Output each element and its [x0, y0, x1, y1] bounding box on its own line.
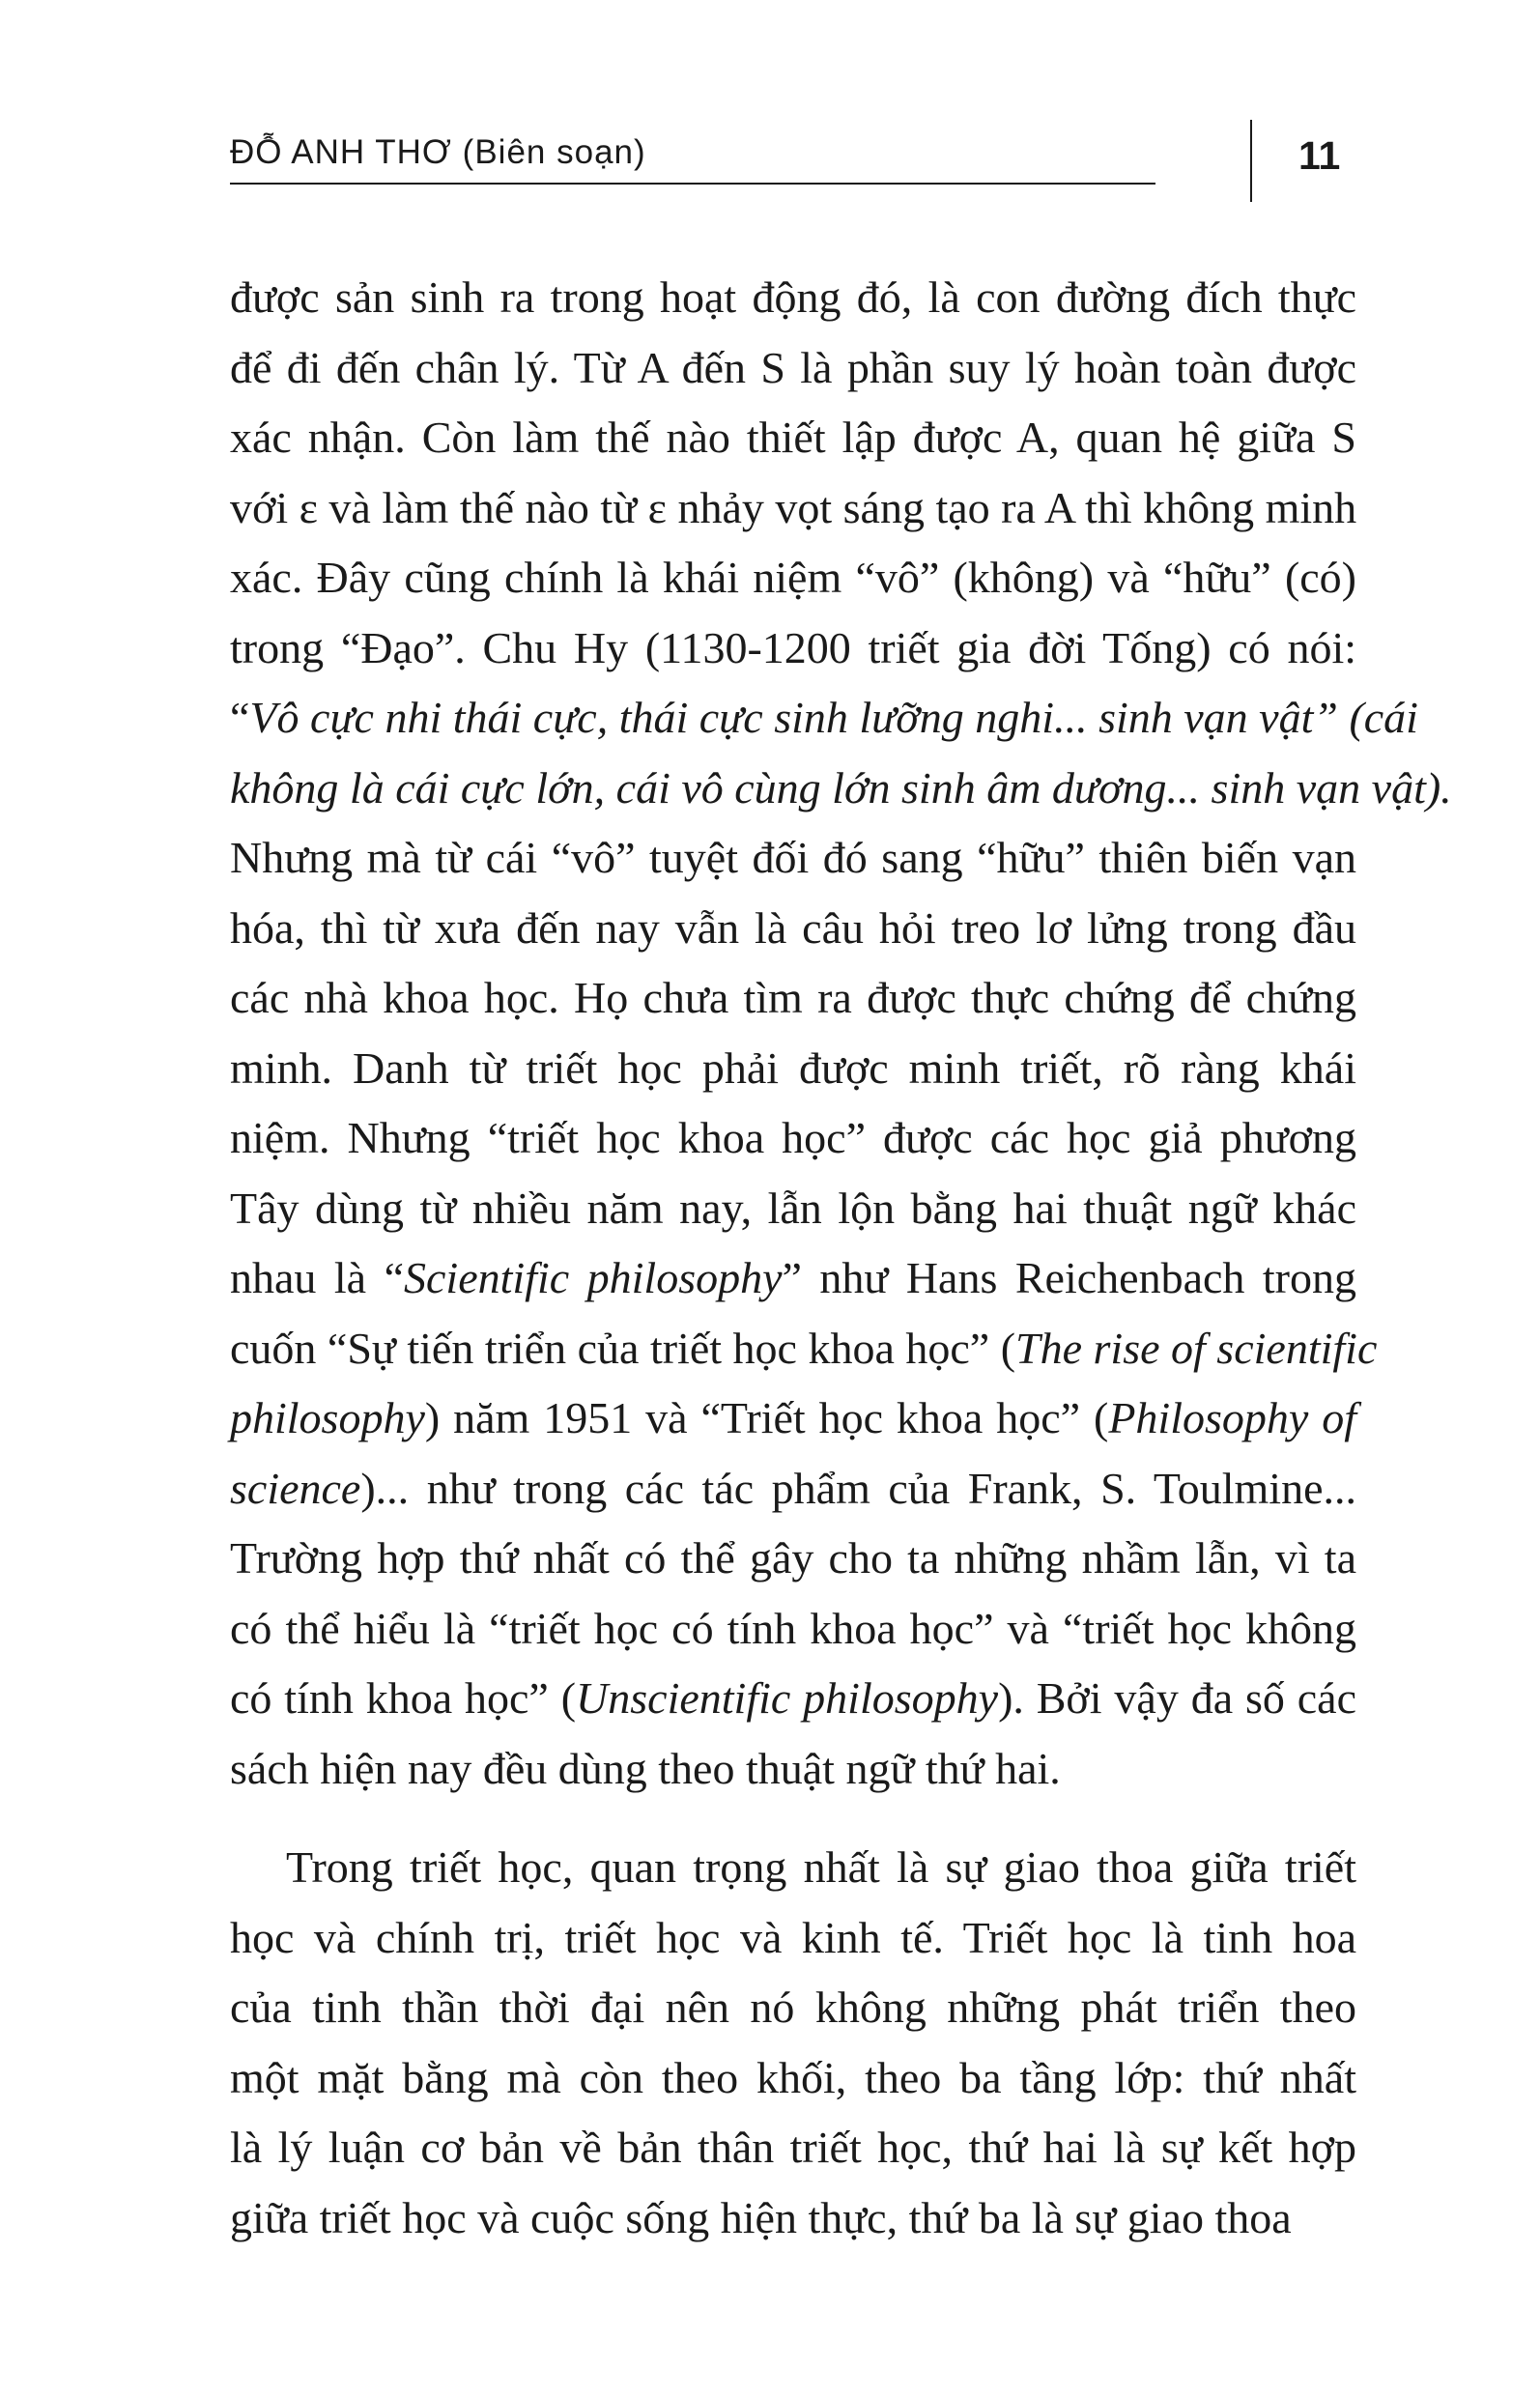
text-line — [230, 1833, 1356, 1903]
text-line — [230, 1383, 1356, 1454]
text-run: với ε và làm thế nào từ ε nhảy vọt sáng tạo ra A thì không minh — [230, 482, 1357, 532]
italic-text: The rise of scientific — [1015, 1323, 1378, 1373]
text-run: “ — [230, 693, 250, 742]
text-run: )... như trong các tác phẩm của Frank, S. Toulmine... — [360, 1463, 1356, 1513]
text-line — [230, 263, 1356, 333]
text-run: để đi đến chân lý. Từ A đến S là phần suy lý hoàn toàn được — [230, 342, 1356, 392]
text-line — [230, 1664, 1356, 1734]
text-run: xác nhận. Còn làm thế nào thiết lập được A, quan hệ giữa S — [230, 413, 1356, 462]
text-run: sách hiện nay đều dùng theo thuật ngữ thứ hai. — [230, 1743, 1061, 1793]
text-line — [230, 1973, 1356, 2043]
paragraph — [230, 263, 1452, 1804]
text-line — [230, 963, 1356, 1034]
text-line — [230, 894, 1356, 964]
text-run: học và chính trị, triết học và kinh tế. Triết học là tinh hoa — [230, 1912, 1356, 1962]
text-run: ). Bởi vậy đa số các — [998, 1673, 1357, 1723]
text-line — [230, 613, 1356, 684]
text-line — [230, 543, 1356, 613]
text-run: Trường hợp thứ nhất có thể gây cho ta những nhầm lẫn, vì ta — [230, 1533, 1356, 1583]
text-line — [230, 2183, 1356, 2254]
italic-text: philosophy — [230, 1393, 425, 1442]
text-line — [230, 1103, 1356, 1174]
text-line — [230, 1034, 1356, 1104]
text-run: Nhưng mà từ cái “vô” tuyệt đối đó sang “hữu” thiên biến vạn — [230, 833, 1356, 882]
text-line — [230, 473, 1356, 544]
text-line — [230, 1734, 1356, 1805]
text-run: các nhà khoa học. Họ chưa tìm ra được thực chứng để chứng — [230, 973, 1356, 1022]
text-line — [230, 1243, 1356, 1314]
text-run: Trong triết học, quan trọng nhất là sự giao thoa giữa triết — [286, 1842, 1356, 1892]
text-run: niệm. Nhưng “triết học khoa học” được các học giả phương — [230, 1113, 1356, 1162]
text-line — [230, 333, 1356, 404]
text-line — [230, 823, 1356, 894]
text-line — [230, 403, 1356, 473]
text-run: Tây dùng từ nhiều năm nay, lẫn lộn bằng hai thuật ngữ khác — [230, 1183, 1356, 1233]
text-line — [230, 2113, 1356, 2183]
italic-text: không là cái cực lớn, cái vô cùng lớn sinh âm dương... sinh vạn vật). — [230, 762, 1452, 813]
running-header-author: ĐỖ ANH THƠ (Biên soạn) — [230, 133, 646, 171]
text-line — [230, 1454, 1356, 1525]
text-run: minh. Danh từ triết học phải được minh triết, rõ ràng khái — [230, 1042, 1356, 1093]
italic-text: Scientific philosophy — [404, 1253, 783, 1302]
italic-text: science — [230, 1463, 361, 1513]
text-line — [230, 683, 1418, 754]
text-run: trong “Đạo”. Chu Hy (1130-1200 triết gia đời Tống) có nói: — [230, 622, 1356, 672]
italic-text: Vô cực nhi thái cực, thái cực sinh lưỡng nghi... sinh vạn vật” (cái — [249, 693, 1418, 742]
text-run: hóa, thì từ xưa đến nay vẫn là câu hỏi treo lơ lửng trong đầu — [230, 902, 1356, 953]
header-divider — [1250, 120, 1252, 202]
italic-text: Unscientific philosophy — [576, 1673, 999, 1723]
text-run: được sản sinh ra trong hoạt động đó, là con đường đích thực — [230, 272, 1356, 322]
text-run: nhau là “ — [230, 1253, 404, 1302]
text-line — [230, 1314, 1378, 1384]
text-run: có tính khoa học” ( — [230, 1673, 577, 1723]
text-run: một mặt bằng mà còn theo khối, theo ba tầng lớp: thứ nhất — [230, 2052, 1356, 2102]
text-run: cuốn “Sự tiến triển của triết học khoa học” ( — [230, 1323, 1016, 1373]
text-run: giữa triết học và cuộc sống hiện thực, thứ ba là sự giao thoa — [230, 2192, 1292, 2242]
text-run: của tinh thần thời đại nên nó không những phát triển theo — [230, 1982, 1356, 2032]
text-line — [230, 1594, 1356, 1665]
text-line — [230, 1524, 1356, 1594]
text-run: ” như Hans Reichenbach trong — [782, 1253, 1356, 1302]
text-run: xác. Đây cũng chính là khái niệm “vô” (không) và “hữu” (có) — [230, 553, 1356, 602]
text-line — [230, 1903, 1356, 1974]
text-line — [230, 754, 1452, 824]
text-run: có thể hiểu là “triết học có tính khoa học” và “triết học không — [230, 1603, 1356, 1653]
page-number: 11 — [1298, 133, 1341, 178]
text-run: ) năm 1951 và “Triết học khoa học” ( — [424, 1393, 1109, 1442]
text-line — [230, 2043, 1356, 2114]
header-rule — [230, 183, 1155, 185]
text-run: là lý luận cơ bản về bản thân triết học, thứ hai là sự kết hợp — [230, 2123, 1356, 2172]
text-line — [230, 1174, 1356, 1244]
paragraph-gap — [230, 1804, 1356, 1833]
paragraph — [230, 1833, 1356, 2253]
body-text — [230, 263, 1452, 2253]
italic-text: Philosophy of — [1108, 1393, 1356, 1442]
